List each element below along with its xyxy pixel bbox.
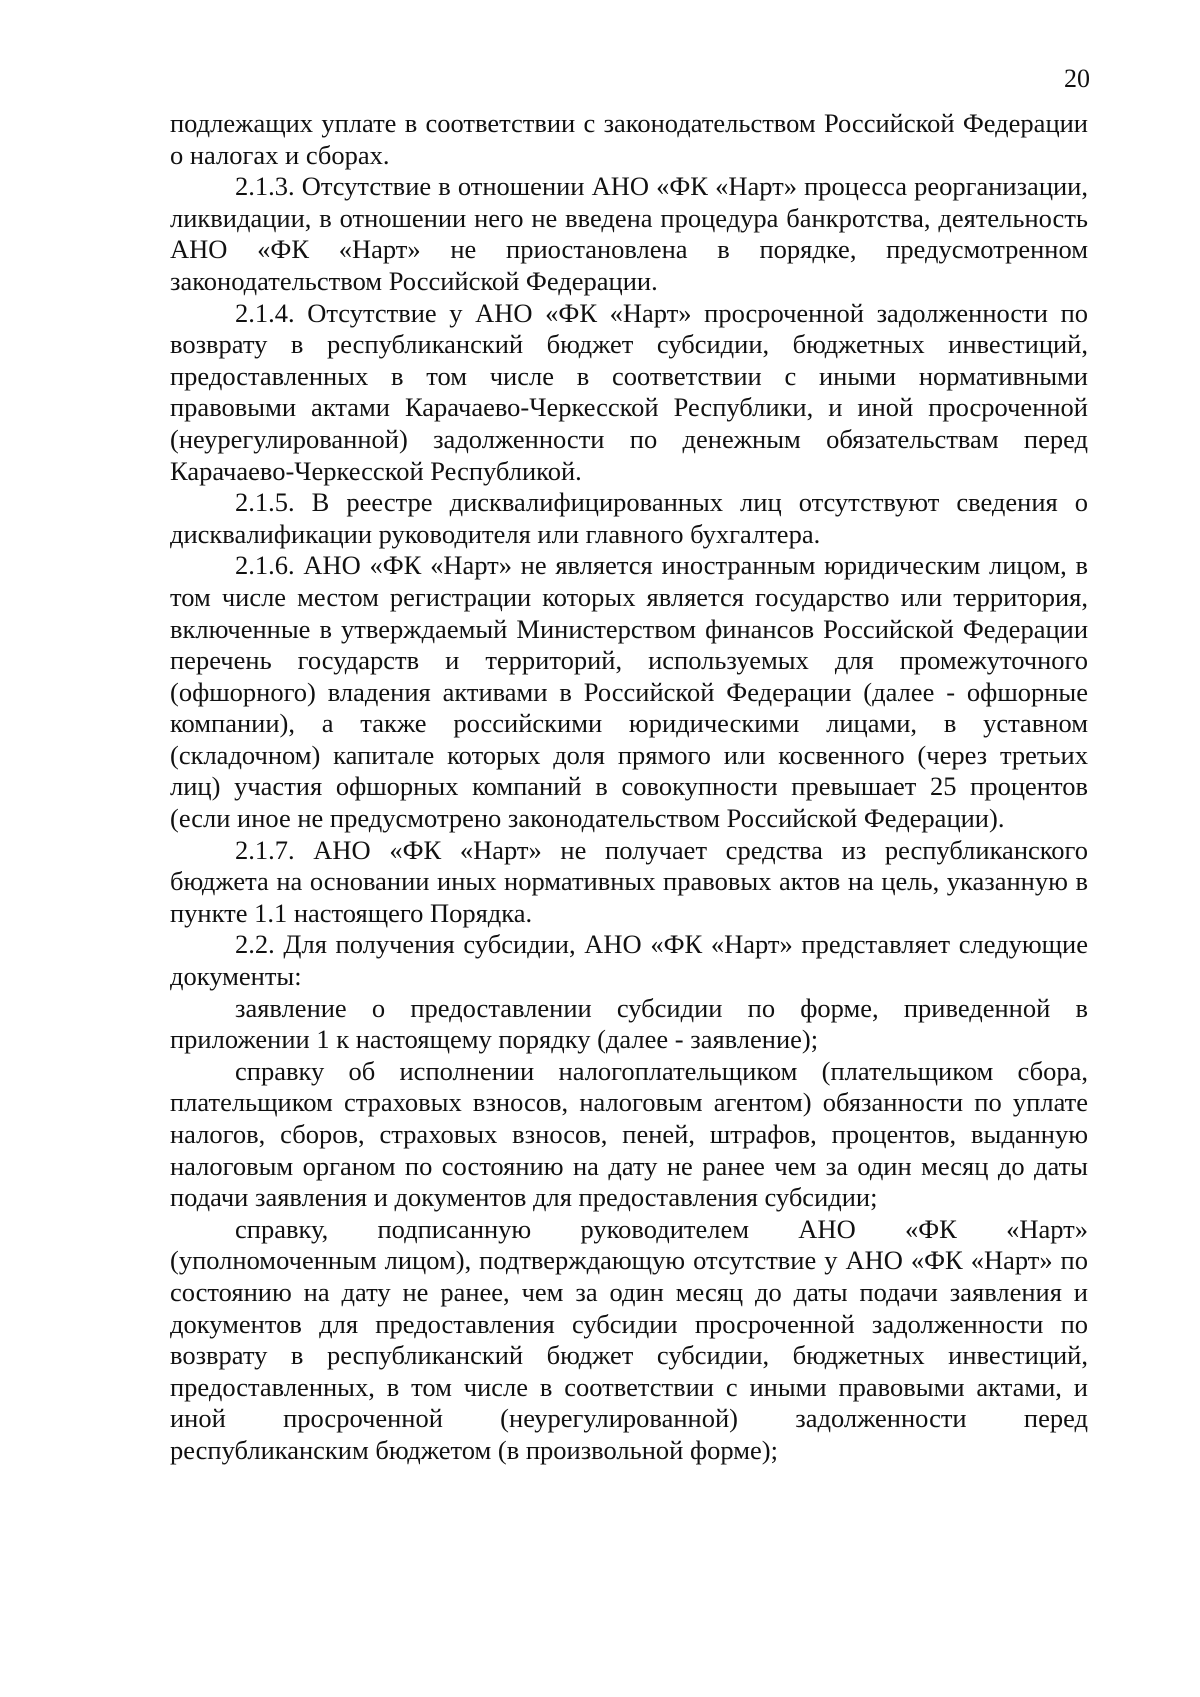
paragraph-2-1-7: 2.1.7. АНО «ФК «Нарт» не получает средства из республиканского бюджета на основании иных нормативных правовых актов на цель, указанную в пункте 1.1 настоящего Порядка. — [170, 834, 1088, 928]
document-body — [170, 108, 1088, 1467]
paragraph-continuation: подлежащих уплате в соответствии с законодательством Российской Федерации о налогах и сборах. — [170, 108, 1088, 170]
paragraph-2-1-3: 2.1.3. Отсутствие в отношении АНО «ФК «Нарт» процесса реорганизации, ликвидации, в отношении него не введена процедура банкротства, деятельность АНО «ФК «Нарт» не приостановлена в порядке, предусмотренном законодательством Российской Федерации. — [170, 171, 1088, 296]
page-number: 20 — [1064, 64, 1090, 93]
list-item-tax-certificate: справку об исполнении налогоплательщиком (плательщиком сбора, плательщиком страховых взносов, налоговым агентом) обязанности по уплате налогов, сборов, страховых взносов, пеней, штрафов, процентов, выданную налоговым органом по состоянию на дату не ранее чем за один месяц до даты подачи заявления и документов для предоставления субсидии; — [170, 1055, 1088, 1213]
paragraph-2-1-4: 2.1.4. Отсутствие у АНО «ФК «Нарт» просроченной задолженности по возврату в республиканский бюджет субсидии, бюджетных инвестиций, предоставленных в том числе в соответствии с иными нормативными правовыми актами Карачаево-Черкесской Республики, и иной просроченной (неурегулированной) задолженности по денежным обязательствам перед Карачаево-Черкесской Республикой. — [170, 297, 1088, 486]
list-item-application: заявление о предоставлении субсидии по форме, приведенной в приложении 1 к настоящему порядку (далее - заявление); — [170, 992, 1088, 1055]
paragraph-2-2: 2.2. Для получения субсидии, АНО «ФК «Нарт» представляет следующие документы: — [170, 929, 1088, 992]
list-item-debt-certificate: справку, подписанную руководителем АНО «ФК «Нарт» (уполномоченным лицом), подтверждающую отсутствие у АНО «ФК «Нарт» по состоянию на дату не ранее, чем за один месяц до даты подачи заявления и документов для предоставления субсидии просроченной задолженности по возврату в республиканский бюджет субсидии, бюджетных инвестиций, предоставленных, в том числе в соответствии с иными правовыми актами, и иной просроченной (неурегулированной) задолженности перед республиканским бюджетом (в произвольной форме); — [170, 1213, 1088, 1465]
paragraph-2-1-5: 2.1.5. В реестре дисквалифицированных лиц отсутствуют сведения о дисквалификации руководителя или главного бухгалтера. — [170, 487, 1088, 549]
paragraph-2-1-6: 2.1.6. АНО «ФК «Нарт» не является иностранным юридическим лицом, в том числе местом регистрации которых является государство или территория, включенные в утверждаемый Министерством финансов Российской Федерации перечень государств и территорий, используемых для промежуточного (офшорного) владения активами в Российской Федерации (далее - офшорные компании), а также российскими юридическими лицами, в уставном (складочном) капитале которых доля прямого или косвенного (через третьих лиц) участия офшорных компаний в совокупности превышает 25 процентов (если иное не предусмотрено законодательством Российской Федерации). — [170, 550, 1088, 834]
